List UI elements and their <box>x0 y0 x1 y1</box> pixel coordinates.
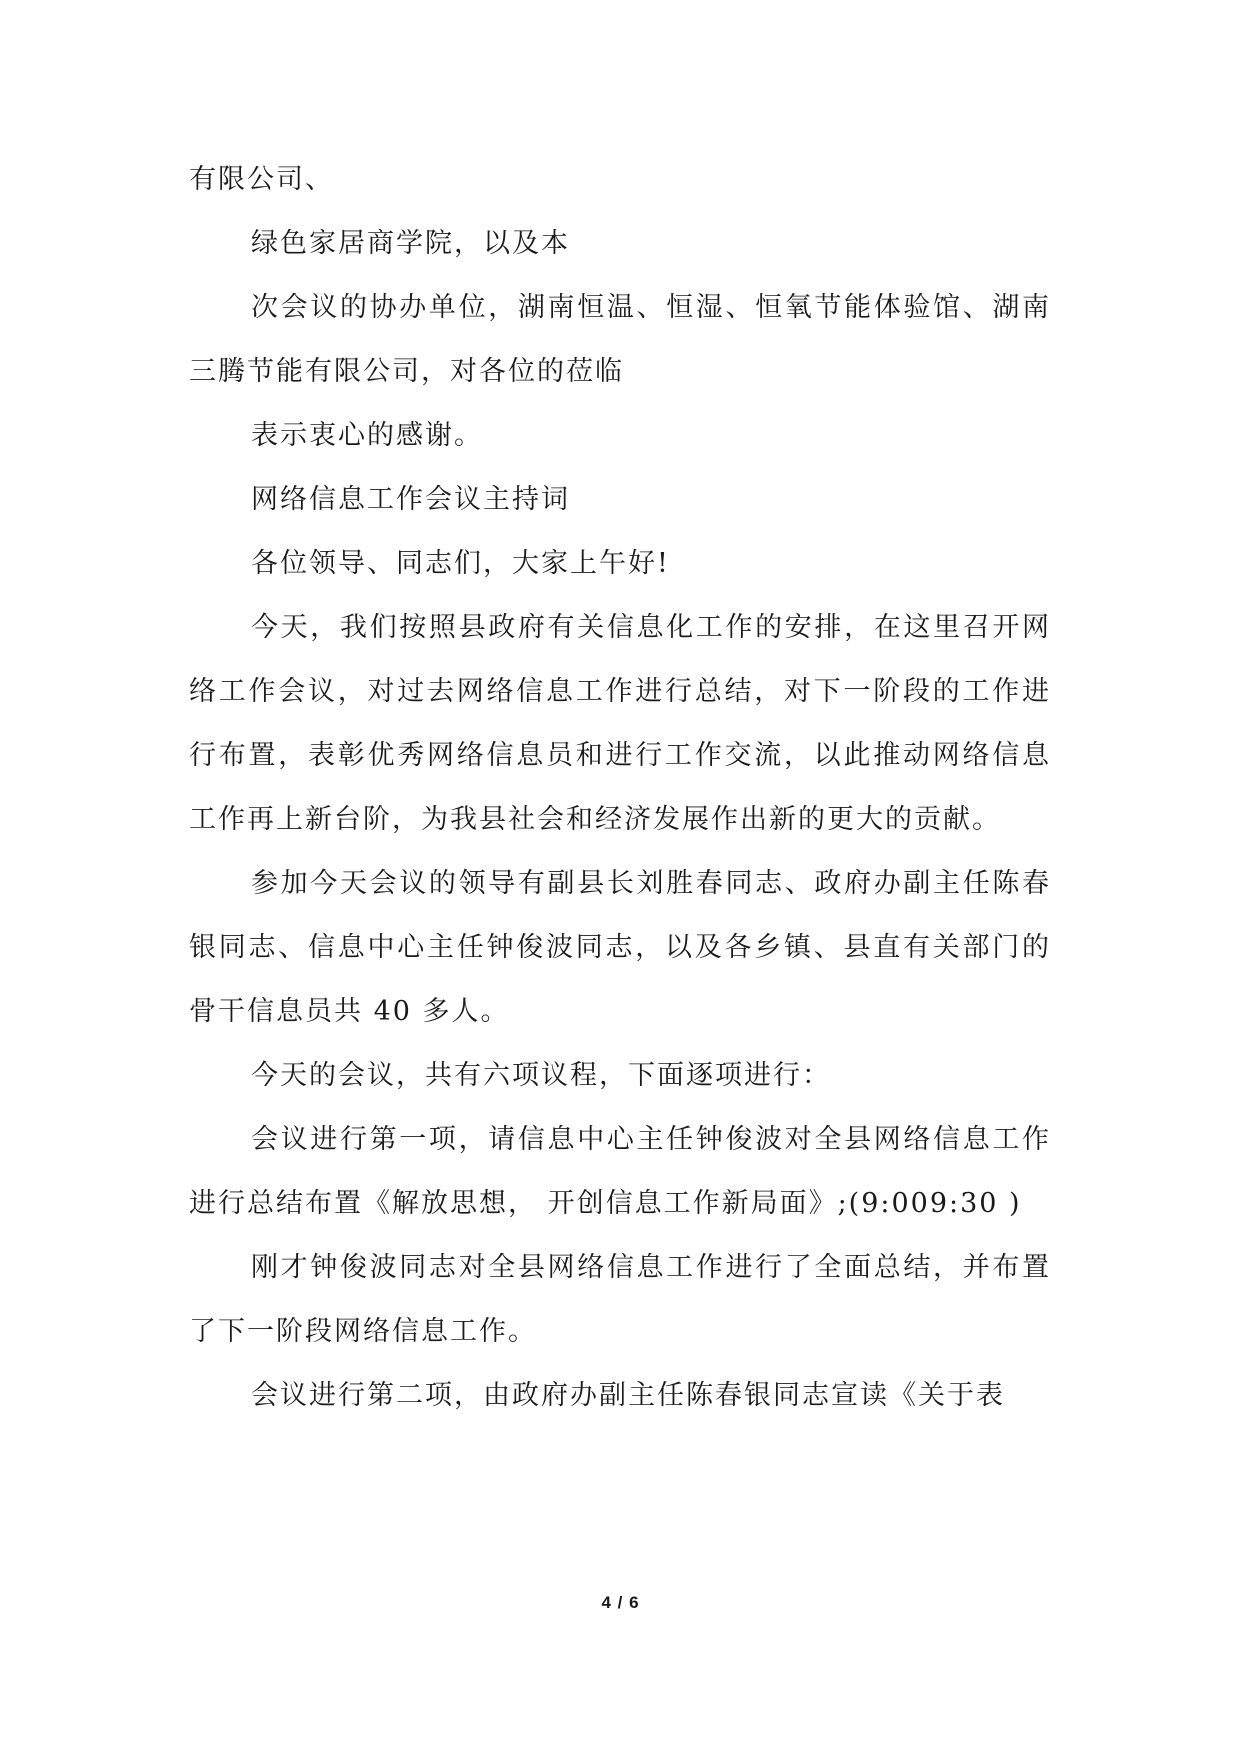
agenda-item-paragraph: 会议进行第一项，请信息中心主任钟俊波对全县网络信息工作进行总结布置《解放思想， 开创信息工作新局面》;(9:009:30 ) <box>189 1124 1051 1219</box>
paragraph: 有限公司、 <box>189 164 334 195</box>
paragraph: 刚才钟俊波同志对全县网络信息工作进行了全面总结，并布置了下一阶段网络信息工作。 <box>189 1252 1051 1347</box>
document-body <box>189 148 1051 1428</box>
paragraph: 次会议的协办单位，湖南恒温、恒湿、恒氧节能体验馆、湖南三腾节能有限公司，对各位的莅临 <box>189 292 1051 387</box>
greeting-paragraph: 各位领导、同志们，大家上午好! <box>251 548 670 579</box>
page-number: 4 / 6 <box>601 1593 640 1612</box>
paragraph: 今天，我们按照县政府有关信息化工作的安排，在这里召开网络工作会议，对过去网络信息工作进行总结，对下一阶段的工作进行布置，表彰优秀网络信息员和进行工作交流，以此推动网络信息工作再上新台阶，为我县社会和经济发展作出新的更大的贡献。 <box>189 612 1051 835</box>
paragraph: 表示衷心的感谢。 <box>251 420 483 451</box>
paragraph: 绿色家居商学院，以及本 <box>251 228 570 259</box>
paragraph: 今天的会议，共有六项议程，下面逐项进行： <box>251 1060 831 1091</box>
agenda-item-paragraph: 会议进行第二项，由政府办副主任陈春银同志宣读《关于表 <box>251 1380 1005 1411</box>
section-heading: 网络信息工作会议主持词 <box>251 484 570 515</box>
paragraph: 参加今天会议的领导有副县长刘胜春同志、政府办副主任陈春银同志、信息中心主任钟俊波同志，以及各乡镇、县直有关部门的骨干信息员共 40 多人。 <box>189 868 1051 1027</box>
